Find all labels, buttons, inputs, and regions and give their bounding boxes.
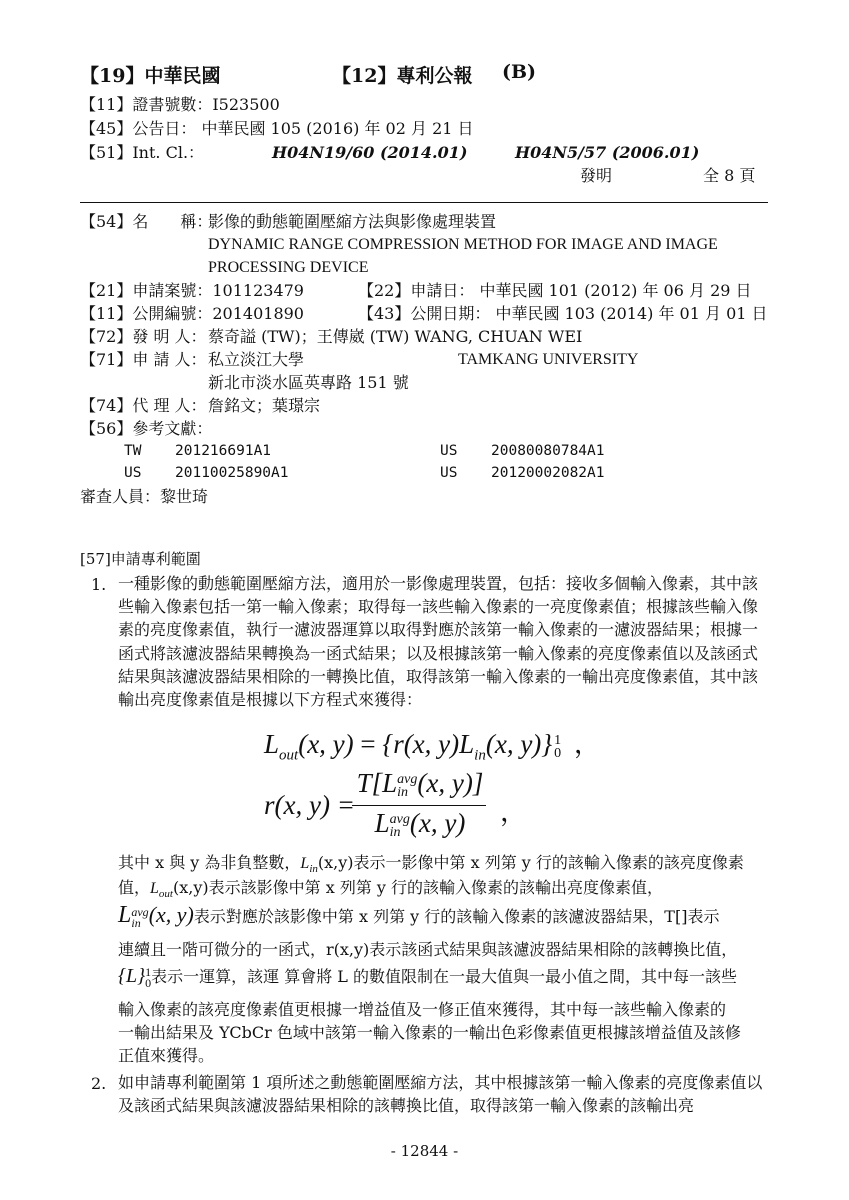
reference-country: US <box>440 443 458 459</box>
equation-1 <box>264 722 601 764</box>
agent-names: 詹銘文；葉璟宗 <box>208 396 321 415</box>
where-line-6: 輸入像素的該亮度像素值更根據一增益值及一修正值來獲得，其中每一該些輸入像素的 <box>118 1000 727 1019</box>
title-english-line-1: DYNAMIC RANGE COMPRESSION METHOD FOR IMAGE AND IMAGE <box>208 236 718 253</box>
inventor-label: 【72】發 明 人： <box>80 327 207 346</box>
eq1-lhs-symbol: L <box>264 729 280 759</box>
eq2-lhs-text: r(x, y) = <box>264 790 355 820</box>
eq1-comma: ， <box>573 729 601 759</box>
applicant-label: 【71】申 請 人： <box>80 350 207 369</box>
claim-1-number: 1. <box>91 575 107 594</box>
title-chinese: 影像的動態範圍壓縮方法與影像處理裝置 <box>208 212 497 231</box>
publication-date: 【43】公開日期： 中華民國 103 (2014) 年 01 月 01 日 <box>358 304 768 323</box>
header-divider <box>80 202 768 203</box>
inventor-names: 蔡奇謚 (TW)；王傳崴 (TW) WANG, CHUAN WEI <box>208 327 583 346</box>
where-2a: 值， <box>118 878 151 897</box>
eq1-equals: = <box>360 729 376 759</box>
reference-number: 20110025890A1 <box>175 465 289 481</box>
where-5-text: 表示一運算，該運 算會將 L 的數值限制在一最大值與一最小值之間，其中每一該些 <box>151 967 738 986</box>
reference-number: 20080080784A1 <box>491 443 605 459</box>
int-cl-label: 【51】Int. Cl.： <box>80 143 205 162</box>
eq1-lower-bound: 0 <box>554 745 562 761</box>
equation-2-denominator <box>350 808 490 839</box>
title-english-line-2: PROCESSING DEVICE <box>208 259 369 276</box>
eq2-num-sub: in <box>397 784 409 800</box>
claim-1-text: 一種影像的動態範圍壓縮方法，適用於一影像處理裝置，包括：接收多個輸入像素，其中該些輸入像素包括一第一輸入像素；取得每一該些輸入像素的一亮度像素值；根據該些輸入像素的亮度像素值，執行一濾波器運算以取得對應於該第一輸入像素的一濾波器結果；根據一函式將該濾波器結果轉換為一函式結果；以及根據該第一輸入像素的亮度像素值以及該函式結果與該濾波器結果相除的一轉換比值，取得該第一輸入像素的一輸出亮度像素值，其中該輸出亮度像素值是根據以下方程式來獲得： <box>118 574 759 710</box>
where-2b-symbol: L <box>150 880 159 897</box>
where-1a: 其中 x 與 y 為非負整數， <box>118 853 301 872</box>
claim-2-number: 2. <box>91 1074 107 1093</box>
eq2-den-sub: in <box>389 824 401 840</box>
reference-country: US <box>124 465 142 481</box>
eq2-num-args: (x, y)] <box>417 768 484 798</box>
int-cl-2: H04N5/57 (2006.01) <box>515 143 700 162</box>
reference-country: TW <box>124 443 142 459</box>
where-line-2 <box>118 878 663 904</box>
int-cl-1: H04N19/60 (2014.01) <box>272 143 468 162</box>
eq2-den-symbol: L <box>374 808 390 838</box>
eq1-lhs-args: (x, y) <box>298 729 354 759</box>
where-3-symbol: L <box>118 902 132 928</box>
kind-code: (B) <box>502 61 537 83</box>
where-5-symbol: {L} <box>118 965 146 987</box>
page-number: - 12844 - <box>390 1142 459 1160</box>
eq1-rhs-args: (x, y)} <box>485 729 553 759</box>
invention-type: 發明 <box>580 166 613 185</box>
where-2c: (x,y)表示該影像中第 x 列第 y 行的該輸入像素的該輸出亮度像素值， <box>172 878 664 897</box>
eq1-rhs: {r(x, y)L <box>382 729 475 759</box>
where-1c: (x,y)表示一影像中第 x 列第 y 行的該輸入像素的該亮度像素 <box>317 853 744 872</box>
eq1-upper-bound: 1 <box>554 732 562 748</box>
equation-2-lhs <box>264 790 355 821</box>
eq2-den-args: (x, y) <box>409 808 466 838</box>
fraction-bar <box>352 805 486 806</box>
eq2-den-sup: avg <box>389 811 410 827</box>
eq2-comma: ， <box>500 797 527 827</box>
applicant-english: TAMKANG UNIVERSITY <box>458 351 639 368</box>
where-5-sup: 1 <box>145 964 152 979</box>
claims-heading: [57]申請專利範圍 <box>80 550 201 568</box>
where-3-sub: in <box>131 915 141 930</box>
page-count: 全 8 頁 <box>703 166 756 185</box>
eq1-rhs-subscript: in <box>474 747 486 764</box>
eq2-num-symbol: T[L <box>356 768 398 798</box>
application-date: 【22】申請日： 中華民國 101 (2012) 年 06 月 29 日 <box>358 281 752 300</box>
where-3-args: (x, y) <box>148 902 194 927</box>
where-line-1 <box>118 853 744 879</box>
publication-number: 【11】公開編號：201401890 <box>80 304 304 323</box>
eq2-num-sup: avg <box>397 771 418 787</box>
references-label: 【56】參考文獻： <box>80 419 213 438</box>
where-line-3 <box>118 902 720 930</box>
title-label: 【54】名 稱： <box>80 212 213 231</box>
examiner: 審查人員：黎世琦 <box>80 487 209 506</box>
eq1-lhs-subscript: out <box>279 747 299 764</box>
applicant-address: 新北市淡水區英專路 151 號 <box>208 373 409 392</box>
where-line-5 <box>118 966 737 989</box>
applicant-chinese: 私立淡江大學 <box>208 350 305 369</box>
equation-2-numerator <box>350 768 490 799</box>
where-line-7: 一輸出結果及 YCbCr 色域中該第一輸入像素的一輸出色彩像素值更根據該增益值及該修 <box>118 1023 741 1042</box>
reference-number: 201216691A1 <box>175 443 272 459</box>
agent-label: 【74】代 理 人： <box>80 396 207 415</box>
where-line-8: 正值來獲得。 <box>118 1046 215 1065</box>
where-1b-symbol: L <box>300 855 310 872</box>
reference-country: US <box>440 465 458 481</box>
where-5-sub: 0 <box>145 975 152 990</box>
claim-2-text: 如申請專利範圍第 1 項所述之動態範圍壓縮方法，其中根據該第一輸入像素的亮度像素值以及該函式結果與該濾波器結果相除的該轉換比值，取得該第一輸入像素的該輸出亮 <box>118 1073 763 1116</box>
doc-type-label: 【12】專利公報 <box>332 65 473 87</box>
where-3-text: 表示對應於該影像中第 x 列第 y 行的該輸入像素的該濾波器結果，T[]表示 <box>193 907 720 926</box>
where-line-4: 連續且一階可微分的一函式，r(x,y)表示該函式結果與該濾波器結果相除的該轉換比值， <box>118 940 738 959</box>
certificate-number: 【11】證書號數：I523500 <box>80 95 280 114</box>
reference-number: 20120002082A1 <box>491 465 605 481</box>
announcement-date: 【45】公告日： 中華民國 105 (2016) 年 02 月 21 日 <box>80 119 474 138</box>
application-number: 【21】申請案號：101123479 <box>80 281 304 300</box>
where-2b-subscript: out <box>158 888 173 901</box>
country-label: 【19】中華民國 <box>80 65 221 87</box>
where-1b-subscript: in <box>309 863 318 876</box>
where-3-sup: avg <box>131 904 149 919</box>
